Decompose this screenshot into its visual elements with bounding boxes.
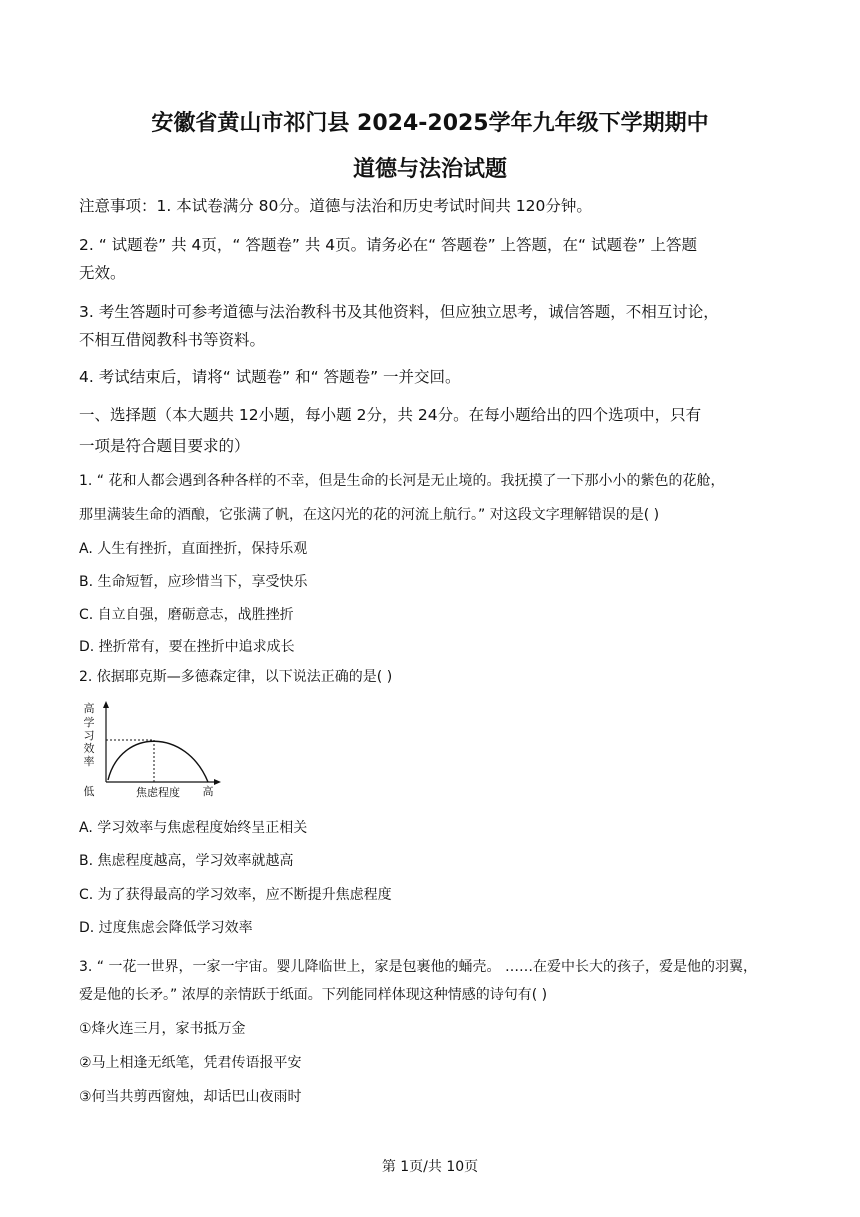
page-footer: 第 1页/共 10页 [381,1159,479,1175]
y-label-char-4: 效 [83,742,95,755]
q2-option-d: D. 过度焦虑会降低学习效率 [79,920,253,936]
notes-item-2-line-1: 2. “ 试题卷” 共 4页，“ 答题卷” 共 4页。请务必在“ 答题卷” 上答题，在“ 试题卷” 上答题 [79,236,697,254]
q3-item-2: ②马上相逢无纸笔，凭君传语报平安 [79,1055,302,1071]
q1-option-b: B. 生命短暂，应珍惜当下，享受快乐 [79,574,308,590]
q3-stem-line-2: 爱是他的长矛。” 浓厚的亲情跃于纸面。下列能同样体现这种情感的诗句有( ) [79,987,548,1003]
y-label-char-5: 率 [83,755,95,768]
title-line-2: 道德与法治试题 [352,157,507,182]
notes-item-4: 4. 考试结束后，请将“ 试题卷” 和“ 答题卷” 一并交回。 [79,368,461,386]
q1-option-c: C. 自立自强，磨砺意志，战胜挫折 [79,607,294,623]
notes-line-1: 注意事项：1. 本试卷满分 80分。道德与法治和历史考试时间共 120分钟。 [79,197,592,215]
x-axis-label: 焦虑程度 [136,786,180,799]
q1-option-d: D. 挫折常有，要在挫折中追求成长 [79,639,295,655]
x-high-label: 高 [202,785,214,798]
q2-option-b: B. 焦虑程度越高，学习效率就越高 [79,853,294,869]
y-axis-arrow [103,701,109,708]
x-axis-arrow [214,779,221,785]
q2-option-a: A. 学习效率与焦虑程度始终呈正相关 [79,820,308,836]
section-heading-line-1: 一、选择题（本大题共 12小题，每小题 2分，共 24分。在每小题给出的四个选项中，只有 [79,406,702,424]
low-label: 低 [83,785,95,798]
y-label-char-3: 习 [83,729,95,742]
section-heading-line-2: 一项是符合题目要求的） [79,437,250,455]
q2-stem: 2. 依据耶克斯—多德森定律，以下说法正确的是( ) [79,669,393,685]
notes-item-3-line-1: 3. 考生答题时可参考道德与法治教科书及其他资料，但应独立思考，诚信答题，不相互讨论， [79,303,719,321]
q3-item-3: ③何当共剪西窗烛，却话巴山夜雨时 [79,1089,302,1105]
y-label-char-2: 学 [83,716,95,729]
yerkes-dodson-figure [76,698,226,802]
y-axis-label [84,701,95,768]
q3-item-1: ①烽火连三月，家书抵万金 [79,1021,246,1037]
q1-stem-line-1: 1. “ 花和人都会遇到各种各样的不幸，但是生命的长河是无止境的。我抚摸了一下那小小的紫色的花舱， [79,473,725,489]
notes-item-3-line-2: 不相互借阅教科书等资料。 [79,331,266,349]
q2-option-c: C. 为了获得最高的学习效率，应不断提升焦虑程度 [79,887,392,903]
efficiency-curve [108,741,208,782]
notes-item-2-line-2: 无效。 [79,264,126,282]
y-label-char-1: 高 [83,702,95,715]
q3-stem-line-1: 3. “ 一花一世界，一家一宇宙。婴儿降临世上，家是包裹他的蛹壳。 ……在爱中长大的孩子，爱是他的羽翼， [79,959,757,975]
q1-option-a: A. 人生有挫折，直面挫折，保持乐观 [79,541,308,557]
title-line-1: 安徽省黄山市祁门县 2024-2025学年九年级下学期期中 [151,111,709,136]
q1-stem-line-2: 那里满装生命的酒酿，它张满了帆，在这闪光的花的河流上航行。” 对这段文字理解错误的是( ) [79,507,660,523]
